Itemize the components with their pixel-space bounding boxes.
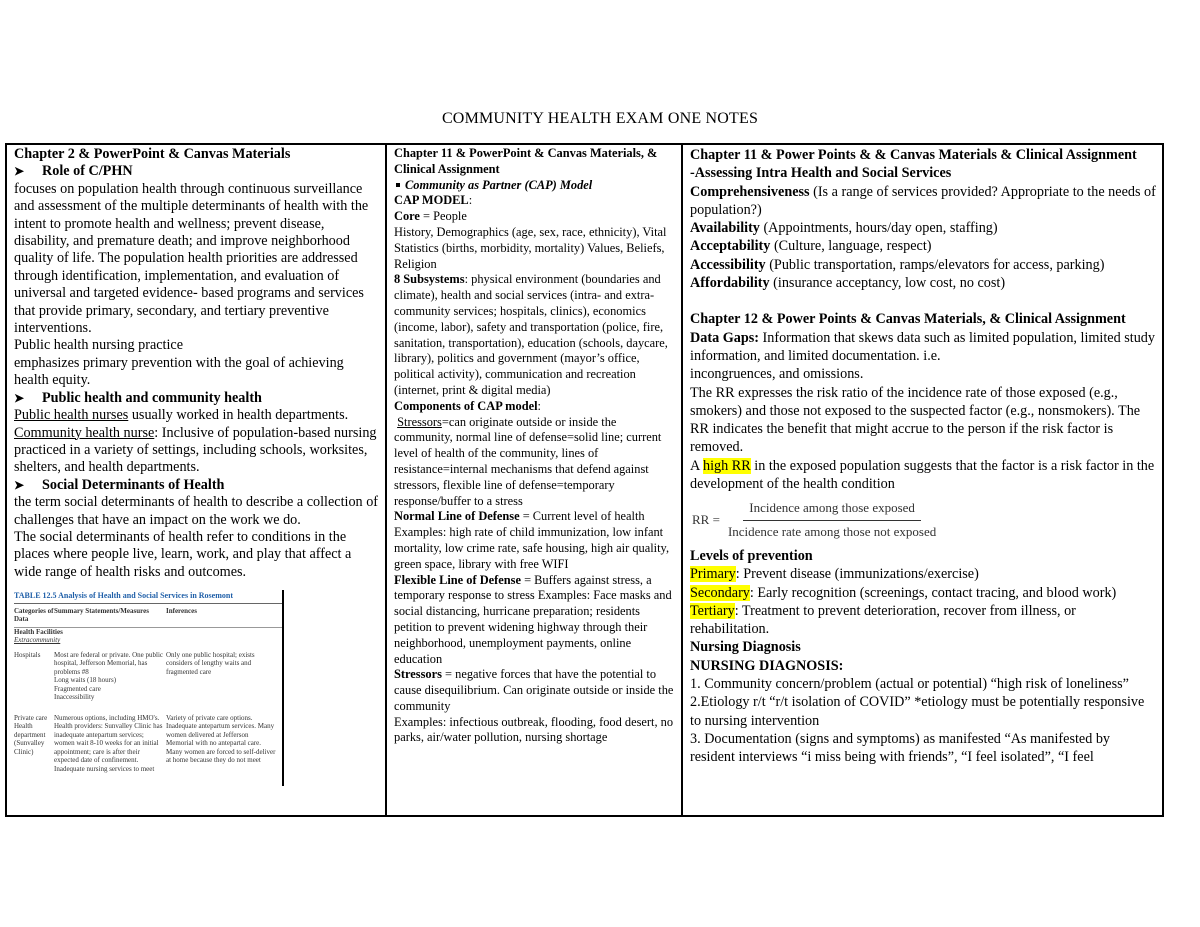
term: Stressors [397, 414, 442, 429]
paragraph: incongruences, and omissions. [690, 366, 864, 383]
paragraph: History, Demographics (age, sex, race, ethnicity), Vital Statistics (births, morbidity, mortality) Values, Beliefs, Religion [394, 224, 667, 271]
term: Flexible Line of Defense [394, 572, 521, 587]
subheading: Nursing Diagnosis [690, 639, 801, 656]
definition: : Treatment to prevent deterioration, recover from illness, or rehabilitation. [690, 602, 1076, 638]
paragraph [394, 573, 675, 668]
definition: (Public transportation, ramps/elevators for access, parking) [765, 256, 1105, 273]
formula-fraction [728, 499, 936, 541]
paragraph [690, 565, 1158, 583]
definition: (Culture, language, respect) [770, 238, 932, 255]
paragraph: Components of CAP model: [394, 398, 541, 413]
definition: : Early recognition (screenings, contact tracing, and blood work) [749, 584, 1117, 601]
paragraph [690, 329, 1158, 366]
column-heading: Chapter 11 & Power Points & & Canvas Materials & Clinical Assignment [690, 147, 1137, 163]
definition: (Is a range of services provided? Appropriate to the needs of [809, 183, 1156, 200]
subheading: -Assessing Intra Health and Social Services [690, 165, 952, 182]
cap-model-title [394, 178, 675, 194]
table-cell: Variety of private care options. Inadequate antepartum services. Many women delivered at Jefferson Memorial with no antepartal care. Many women are forced to self-deliver at home because they do not meet [166, 713, 276, 765]
bullet-label: Social Determinants of Health [42, 476, 225, 493]
table-cell: Inaccessibility [54, 693, 95, 702]
definition: usually worked in health departments. [128, 407, 349, 424]
table-row [14, 636, 284, 645]
text: in the exposed population suggests that the factor is a risk factor in the development of the health condition [690, 457, 1155, 493]
embedded-table-image [14, 590, 284, 786]
page-title: COMMUNITY HEALTH EXAM ONE NOTES [441, 110, 759, 127]
paragraph: CAP MODEL: [394, 193, 473, 208]
paragraph [690, 256, 1158, 274]
rr-formula [692, 499, 1158, 541]
table-cell: Numerous options, including HMO's. Health providers: Sunvalley Clinic has inadequate antepartum services; women wait 8-10 weeks for an initial appointment; care is after their expected date of confinement. Inadequate nursing services to meet [54, 713, 163, 773]
header-cell: Categories of Data [14, 606, 54, 624]
term: Community health nurse [14, 424, 155, 441]
paragraph: The social determinants of health refer to conditions in the places where people live, learn, work, and play that affect a wide range of health risks and outcomes. [14, 528, 352, 580]
paragraph: the term social determinants of health to describe a collection of challenges that have an impact on the work we do. [14, 494, 379, 528]
paragraph: 1. Community concern/problem (actual or potential) “high risk of loneliness” [690, 676, 1129, 693]
table-cell: Private care Health department (Sunvalley Clinic) [14, 713, 48, 756]
term: Accessibility [690, 256, 766, 273]
table-cell: Most are federal or private. One public hospital, Jefferson Memorial, has problems #8 [54, 650, 164, 676]
arrow-bullet-icon: ➤ [14, 164, 25, 179]
table-cell: Health Facilities [14, 627, 63, 636]
paragraph [690, 219, 1158, 237]
definition: = Buffers against stress, a temporary response to stress Examples: Face masks and social distancing, hurricane preparation; residents petition to prevent widening highway through their neighborhood, unemployment payments, online education [394, 572, 672, 666]
definition: = People [419, 209, 467, 224]
highlighted-term: high RR [703, 457, 751, 474]
table-cell: Only one public hospital; exists considers of lengthy waits and fragmented care [166, 650, 255, 676]
bullet-label: Public health and community health [42, 389, 262, 406]
column-heading: Chapter 2 & PowerPoint & Canvas Materials [14, 146, 291, 162]
table-row [14, 651, 284, 677]
definition: (Appointments, hours/day open, staffing) [759, 220, 998, 237]
term: Data Gaps: [690, 329, 759, 346]
paragraph [14, 407, 379, 424]
term: Public health nurses [14, 407, 129, 424]
notes-table [5, 143, 1164, 817]
paragraph [690, 457, 1158, 494]
paragraph [690, 584, 1158, 602]
term: CAP MODEL [394, 193, 469, 208]
paragraph [394, 209, 675, 225]
column-chapter-11-cap [387, 145, 683, 815]
table-caption: TABLE 12.5 Analysis of Health and Social Services in Rosemont [14, 590, 284, 604]
bullet-label: Role of C/PHN [42, 163, 133, 180]
bullet-role [14, 163, 379, 180]
formula-denominator: Incidence rate among those not exposed [727, 523, 937, 539]
spacer [690, 292, 1158, 310]
paragraph [690, 237, 1158, 255]
paragraph: emphasizes primary prevention with the goal of achieving health equity. [14, 354, 344, 389]
term: Comprehensiveness [690, 183, 810, 200]
highlighted-term: Secondary [690, 584, 750, 601]
table-row [14, 693, 284, 702]
paragraph [394, 415, 675, 510]
paragraph: 2.Etiology r/t “r/t isolation of COVID” *etiology must be potentially responsive to nursing intervention [690, 694, 1145, 729]
paragraph [394, 509, 675, 572]
bullet-public-health [14, 390, 379, 407]
table-row [14, 628, 284, 637]
column-heading: Chapter 11 & PowerPoint & Canvas Materials, & Clinical Assignment [394, 146, 658, 176]
term: Components of CAP model [394, 398, 538, 413]
subheading: NURSING DIAGNOSIS: [690, 657, 844, 674]
table-cell: Hospitals [14, 650, 41, 659]
term: Normal Line of Defense [394, 509, 520, 524]
term: Availability [690, 220, 760, 237]
term: Affordability [690, 275, 770, 292]
paragraph: population?) [690, 201, 762, 218]
formula-numerator: Incidence among those exposed [743, 499, 921, 520]
definition: =can originate outside or inside the community, normal line of defense=solid line; current level of health of the community, lines of resistance=internal mechanisms that defend against stressors, flexible line of defense=temporary response/buffer to a stress [394, 414, 662, 508]
highlighted-term: Tertiary [690, 602, 735, 619]
definition: : Inclusive of population-based nursing practiced in a variety of settings, including schools, worksites, shelters, and health departments. [14, 424, 377, 476]
paragraph [394, 667, 675, 714]
header-cell: Summary Statements/Measures [54, 606, 149, 615]
definition: : Prevent disease (immunizations/exercise) [735, 566, 979, 583]
table-row [14, 685, 284, 694]
cap-model-label: Community as Partner (CAP) Model [405, 177, 593, 192]
formula-lhs: RR = [692, 511, 720, 527]
term: 8 Subsystems [394, 272, 465, 287]
paragraph [394, 272, 675, 398]
paragraph: 3. Documentation (signs and symptoms) as manifested “As manifested by resident interviews “i miss being with friends”, “I feel isolated”, “I feel [690, 730, 1111, 766]
paragraph: focuses on population health through continuous surveillance and assessment of the multiple determinants of health with the intent to promote health and wellness; prevent disease, disability, and premature death; and improve neighborhood quality of life. The population health priorities are addressed through identification, implementation, and evaluation of universal and targeted evidence- based programs and services that provide primary, secondary, and tertiary preventive interventions. [14, 180, 369, 337]
term: Core [394, 209, 420, 224]
term: Stressors [394, 667, 442, 682]
definition: (insurance acceptancy, low cost, no cost) [769, 275, 1006, 292]
column-chapter-11-12 [683, 145, 1162, 815]
table-cell: Long waits (18 hours) [54, 676, 117, 685]
table-cell: Fragmented care [54, 684, 101, 693]
subheading: Levels of prevention [690, 547, 813, 564]
table-header [14, 604, 284, 628]
highlighted-term: Primary [690, 566, 736, 583]
text: A [690, 457, 704, 474]
paragraph [690, 602, 1158, 639]
arrow-bullet-icon: ➤ [14, 477, 25, 492]
definition: = Current level of health Examples: high rate of child immunization, low infant mortality, low crime rate, safe housing, high air quality, green space, library with free WIFI [394, 509, 670, 571]
paragraph: Public health nursing practice [14, 337, 184, 354]
divider [282, 590, 284, 786]
square-bullet-icon [396, 183, 400, 187]
definition: Information that skews data such as limited population, limited study information, and limited documentation. i.e. [690, 329, 1155, 364]
column-heading: Chapter 12 & Power Points & Canvas Materials, & Clinical Assignment [690, 311, 1126, 328]
table-row [14, 676, 284, 685]
bullet-social-determinants [14, 477, 379, 494]
paragraph: The RR expresses the risk ratio of the incidence rate of those exposed (e.g., smokers) and those not exposed to the suspected factor (e.g., nonsmokers). The RR indicates the benefit that might accrue to the person if the risk factor is removed. [690, 384, 1141, 456]
header-cell: Inferences [166, 606, 197, 615]
paragraph [690, 183, 1158, 201]
definition: = negative forces that have the potential to cause disequilibrium. Can originate outside or inside the community [394, 667, 674, 713]
paragraph: Examples: infectious outbreak, flooding, food desert, no parks, air/water pollution, nursing shortage [394, 714, 674, 745]
arrow-bullet-icon: ➤ [14, 390, 25, 405]
column-chapter-2 [7, 145, 387, 815]
paragraph [690, 274, 1158, 292]
definition: : physical environment (boundaries and climate), health and social services (intra- and extra-community services; hospitals, clinics), economics (income, labor), safety and transportation (police, fire, sanitation, transportation), education (schools, daycare, library), politics and government (mayor’s office, political activity), communication and recreation (internet, print & digital media) [394, 272, 668, 397]
table-cell: Extracommunity [14, 636, 61, 645]
term: Acceptability [690, 238, 771, 255]
table-row [14, 714, 284, 774]
paragraph [14, 425, 379, 477]
